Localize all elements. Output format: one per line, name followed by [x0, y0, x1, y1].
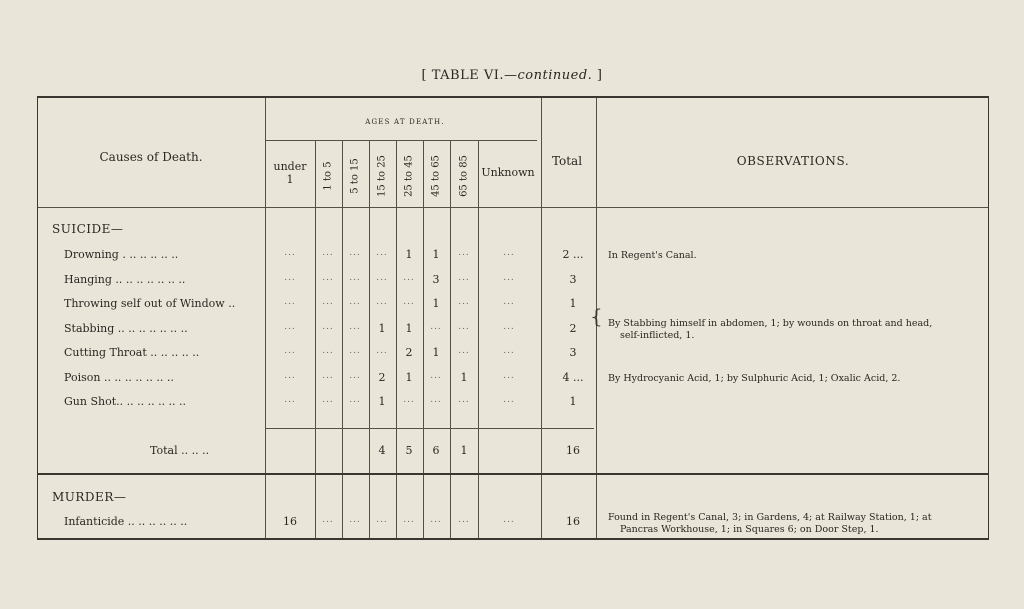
cause-label: Cutting Throat .. .. .. .. .. [64, 346, 200, 359]
suicide-row-cell: 4 ... [562, 371, 584, 384]
suicide-row-cell: 1 [378, 395, 386, 408]
suicide-row-cell: ... [284, 248, 296, 258]
header-unknown: Unknown [481, 166, 535, 179]
murder-row-cell: ... [458, 515, 470, 525]
header-under1 [265, 160, 315, 186]
suicide-row-cell: 2 ... [562, 248, 584, 261]
header-age-15-25: 15 to 25 [376, 155, 388, 197]
col-divider [315, 140, 316, 538]
suicide-total-cell: 5 [405, 444, 413, 457]
col-divider [369, 140, 370, 538]
suicide-row-cell: 3 [569, 346, 577, 359]
header-total: Total [551, 154, 583, 168]
cause-label: Stabbing .. .. .. .. .. .. .. [64, 322, 188, 335]
header-age-25-45: 25 to 45 [403, 155, 415, 197]
col-divider [450, 140, 451, 538]
suicide-row-cell: 1 [378, 322, 386, 335]
suicide-row-cell: ... [430, 395, 442, 405]
suicide-row-cell: 3 [432, 273, 440, 286]
murder-row-cell: ... [349, 515, 361, 525]
title-continued: continued. [517, 68, 593, 83]
suicide-row-cell: ... [284, 371, 296, 381]
suicide-row-cell: ... [284, 346, 296, 356]
suicide-row-cell: ... [322, 273, 334, 283]
suicide-row-cell: ... [503, 248, 515, 258]
suicide-row-cell: ... [349, 371, 361, 381]
murder-row-cell: ... [376, 515, 388, 525]
suicide-row-cell: ... [403, 297, 415, 307]
suicide-row-cell: 1 [569, 297, 577, 310]
suicide-row-cell: ... [349, 395, 361, 405]
suicide-row-cell: ... [349, 248, 361, 258]
suicide-row-cell: ... [322, 297, 334, 307]
murder-row-cell: 16 [566, 515, 580, 528]
suicide-row-cell: ... [458, 273, 470, 283]
cause-label: Gun Shot.. .. .. .. .. .. .. [64, 395, 187, 408]
suicide-row-cell: 1 [432, 248, 440, 261]
suicide-row-cell: ... [322, 371, 334, 381]
murder-row-cell: ... [322, 515, 334, 525]
obs-infanticide-line2: Pancras Workhouse, 1; in Squares 6; on Door Step, 1. [620, 524, 879, 535]
suicide-row-cell: 1 [405, 322, 413, 335]
suicide-row-cell: 1 [569, 395, 577, 408]
suicide-row-cell: ... [349, 273, 361, 283]
header-age-1-5: 1 to 5 [322, 161, 334, 191]
suicide-row-cell: ... [458, 248, 470, 258]
cause-label: Poison .. .. .. .. .. .. .. [64, 371, 174, 384]
suicide-row-cell: ... [430, 371, 442, 381]
suicide-row-cell: 2 [405, 346, 413, 359]
murder-row-cell: ... [403, 515, 415, 525]
suicide-row-cell: ... [503, 371, 515, 381]
suicide-row-cell: ... [403, 395, 415, 405]
suicide-total-cell: 1 [460, 444, 468, 457]
col-divider [342, 140, 343, 538]
header-ages: AGES AT DEATH. [365, 118, 445, 126]
section-murder: MURDER— [52, 490, 127, 504]
header-age-65-85: 65 to 85 [458, 155, 470, 197]
suicide-row-cell: ... [403, 273, 415, 283]
obs-stabbing-line2: self-inflicted, 1. [620, 330, 695, 341]
suicide-row-cell: ... [376, 297, 388, 307]
header-age-5-15: 5 to 15 [349, 158, 361, 194]
suicide-row-cell: ... [376, 346, 388, 356]
header-causes: Causes of Death. [99, 150, 203, 164]
header-age-45-65: 45 to 65 [430, 155, 442, 197]
suicide-total-cell: 6 [432, 444, 440, 457]
suicide-row-cell: ... [284, 322, 296, 332]
suicide-row-cell: 1 [432, 297, 440, 310]
header-observations: OBSERVATIONS. [736, 154, 850, 168]
suicide-row-cell: 1 [460, 371, 468, 384]
suicide-row-cell: ... [376, 248, 388, 258]
suicide-row-cell: ... [322, 248, 334, 258]
observation-text: In Regent's Canal. [608, 250, 697, 261]
title-suffix: ] [592, 68, 603, 83]
title-prefix: [ TABLE VI.— [421, 68, 518, 83]
suicide-row-cell: ... [430, 322, 442, 332]
suicide-total-cell: 4 [378, 444, 386, 457]
section-rule [38, 473, 988, 475]
suicide-row-cell: 1 [405, 248, 413, 261]
obs-infanticide-line1: Found in Regent's Canal, 3; in Gardens, 4; at Railway Station, 1; at [608, 512, 932, 523]
suicide-row-cell: ... [322, 346, 334, 356]
suicide-total-cell: 16 [566, 444, 580, 457]
cause-label: Hanging .. .. .. .. .. .. .. [64, 273, 186, 286]
suicide-row-cell: ... [349, 346, 361, 356]
col-divider [396, 140, 397, 538]
brace-icon: { [590, 304, 603, 328]
table-title [0, 68, 1024, 83]
observation-text: By Stabbing himself in abdomen, 1; by wounds on throat and head, [608, 318, 933, 329]
suicide-row-cell: 3 [569, 273, 577, 286]
suicide-row-cell: ... [284, 395, 296, 405]
suicide-row-cell: ... [503, 297, 515, 307]
suicide-row-cell: ... [503, 322, 515, 332]
mortality-table [37, 96, 989, 540]
suicide-row-cell: ... [322, 395, 334, 405]
cause-label: Throwing self out of Window .. [64, 297, 236, 310]
suicide-row-cell: 2 [378, 371, 386, 384]
suicide-row-cell: ... [284, 297, 296, 307]
suicide-row-cell: ... [284, 273, 296, 283]
suicide-row-cell: ... [349, 297, 361, 307]
col-divider [478, 140, 479, 538]
total-rule [265, 428, 594, 429]
murder-row-cell: 16 [283, 515, 297, 528]
suicide-row-cell: ... [503, 395, 515, 405]
cause-infanticide: Infanticide .. .. .. .. .. .. [64, 515, 188, 528]
murder-row-cell: ... [430, 515, 442, 525]
suicide-row-cell: ... [322, 322, 334, 332]
section-suicide: SUICIDE— [52, 222, 124, 236]
suicide-row-cell: 1 [405, 371, 413, 384]
ages-underline [265, 140, 537, 141]
suicide-row-cell: ... [458, 395, 470, 405]
suicide-row-cell: ... [503, 273, 515, 283]
suicide-total-label: Total .. .. .. [150, 444, 210, 457]
observation-text: By Hydrocyanic Acid, 1; by Sulphuric Acid, 1; Oxalic Acid, 2. [608, 373, 901, 384]
suicide-row-cell: ... [349, 322, 361, 332]
suicide-row-cell: ... [458, 322, 470, 332]
suicide-row-cell: 2 [569, 322, 577, 335]
col-divider [423, 140, 424, 538]
cause-label: Drowning . .. .. .. .. .. [64, 248, 179, 261]
suicide-row-cell: ... [376, 273, 388, 283]
suicide-row-cell: ... [503, 346, 515, 356]
murder-row-cell: ... [503, 515, 515, 525]
suicide-row-cell: ... [458, 346, 470, 356]
suicide-row-cell: 1 [432, 346, 440, 359]
header-under1-num: 1 [286, 173, 294, 186]
header-under1-word: under [273, 160, 307, 173]
header-rule [38, 207, 988, 208]
suicide-row-cell: ... [458, 297, 470, 307]
